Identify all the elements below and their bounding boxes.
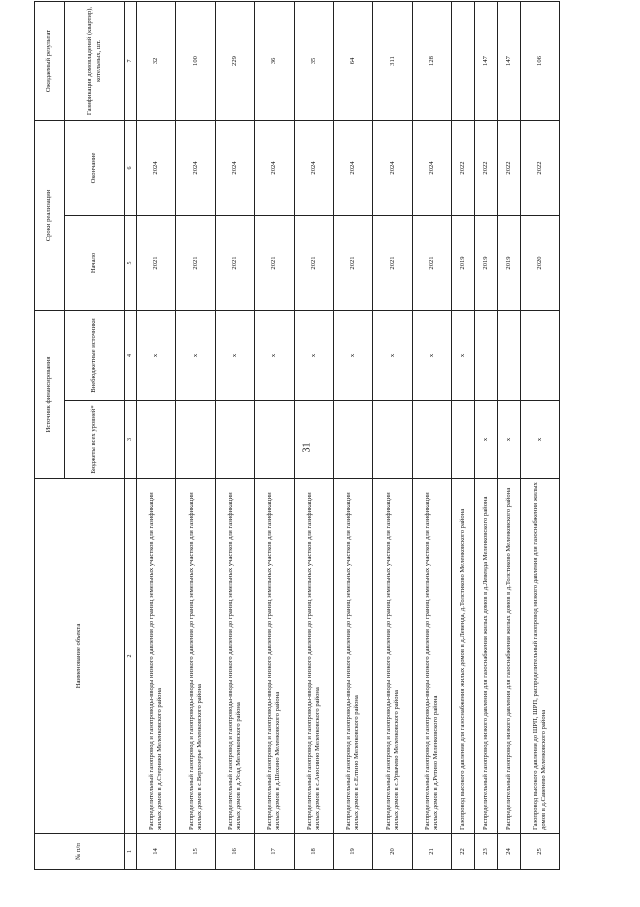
start-year: 2021 [373,216,412,311]
table-row [215,1,254,869]
budget-mark [215,401,254,479]
object-name: Газопровод высокого давления до ШРП, ШРП, распределительный газопровод низкого давления для газоснабжения жилых домов в д.Савенево Меленковского района [520,479,559,834]
table-row [294,1,333,869]
end-year: 2024 [137,120,176,215]
end-year: 2022 [497,120,520,215]
budget-mark [333,401,372,479]
table-row [497,1,520,869]
index-cell: 4 [125,311,137,401]
object-name: Распределительный газопровод низкого давления для газоснабжения жилых домов в д.Толстиково Меленковского района [497,479,520,834]
extra-mark: х [215,311,254,401]
row-number: 23 [474,834,497,870]
end-year: 2024 [373,120,412,215]
table-row [412,1,451,869]
result-count: 229 [215,1,254,120]
budget-mark [294,401,333,479]
gasification-table [34,1,560,870]
object-name: Распределительный газопровод и газопроводы-вводы низкого давления до границ земельных участков для газификации жилых домов в д.Стерники Меленковского района [137,479,176,834]
object-name: Распределительный газопровод и газопроводы-вводы низкого давления до границ земельных участков для газификации жилых домов в с.Елтино Меленковского района [333,479,372,834]
extra-mark [520,311,559,401]
extra-mark: х [137,311,176,401]
header-funding: Источник финансирования [35,311,65,479]
end-year: 2024 [412,120,451,215]
result-count: 32 [137,1,176,120]
result-count: 64 [333,1,372,120]
extra-mark: х [294,311,333,401]
result-count: 35 [294,1,333,120]
start-year: 2020 [520,216,559,311]
row-number: 16 [215,834,254,870]
budget-mark [412,401,451,479]
result-count: 311 [373,1,412,120]
budget-mark [373,401,412,479]
budget-mark: х [474,401,497,479]
header-name: Наименование объекта [35,479,125,834]
extra-mark: х [255,311,294,401]
object-name: Распределительный газопровод и газопроводы-вводы низкого давления до границ земельных участков для газификации жилых домов в с.Урвачево Меленковского района [373,479,412,834]
result-count [452,1,475,120]
budget-mark [452,401,475,479]
header-budget: Бюджеты всех уровней* [65,401,125,479]
table-row [255,1,294,869]
row-number: 19 [333,834,372,870]
row-number: 20 [373,834,412,870]
start-year: 2021 [333,216,372,311]
budget-mark: х [520,401,559,479]
index-cell: 7 [125,1,137,120]
extra-mark: х [412,311,451,401]
end-year: 2024 [294,120,333,215]
end-year: 2022 [452,120,475,215]
result-count: 147 [497,1,520,120]
start-year: 2019 [474,216,497,311]
start-year: 2021 [255,216,294,311]
header-result-sub: Газификация домовладений (квартир), котельных, шт. [65,1,125,120]
index-cell: 5 [125,216,137,311]
extra-mark: х [373,311,412,401]
end-year: 2024 [176,120,215,215]
header-start: Начало [65,216,125,311]
object-name: Распределительный газопровод и газопроводы-вводы низкого давления до границ земельных участков для газификации жилых домов в с.Верхозерье Меленковского района [176,479,215,834]
row-number: 25 [520,834,559,870]
result-count: 36 [255,1,294,120]
header-extra: Внебюджетные источники [65,311,125,401]
result-count: 100 [176,1,215,120]
result-count: 128 [412,1,451,120]
result-count: 147 [474,1,497,120]
result-count: 106 [520,1,559,120]
start-year: 2021 [176,216,215,311]
end-year: 2024 [333,120,372,215]
header-end: Окончание [65,120,125,215]
row-number: 21 [412,834,451,870]
extra-mark: х [333,311,372,401]
table-row [176,1,215,869]
row-number: 17 [255,834,294,870]
object-name: Распределительный газопровод и газопроводы-вводы низкого давления до границ земельных участков для газификации жилых домов в д.Ретино Меленковского района [412,479,451,834]
object-name: Распределительный газопровод и газопроводы-вводы низкого давления до границ земельных участков для газификации жилых домов в с.Аносиино Меленковского района [294,479,333,834]
budget-mark [255,401,294,479]
row-number: 24 [497,834,520,870]
end-year: 2024 [215,120,254,215]
table-row [474,1,497,869]
extra-mark: х [176,311,215,401]
end-year: 2024 [255,120,294,215]
header-result: Ожидаемый результат [35,1,65,120]
object-name: Газопровод высокого давления для газоснабжения жилых домов в д.Левенда, д.Толстиково Меленковского района [452,479,475,834]
extra-mark: х [452,311,475,401]
index-row [125,1,137,869]
start-year: 2021 [137,216,176,311]
row-number: 18 [294,834,333,870]
object-name: Распределительный газопровод и газопроводы-вводы низкого давления до границ земельных участков для газификации жилых домов в д.Усад Меленковского района [215,479,254,834]
start-year: 2021 [215,216,254,311]
table-row [452,1,475,869]
index-cell: 6 [125,120,137,215]
index-cell: 1 [125,834,137,870]
object-name: Распределительный газопровод низкого давления для газоснабжения жилых домов в д.Левенда Меленковского района [474,479,497,834]
row-number: 14 [137,834,176,870]
object-name: Распределительный газопровод и газопроводы-вводы низкого давления до границ земельных участков для газификации жилых домов в д.Шохино Меленковского района [255,479,294,834]
start-year: 2019 [497,216,520,311]
index-cell: 3 [125,401,137,479]
extra-mark [474,311,497,401]
budget-mark: х [497,401,520,479]
end-year: 2022 [474,120,497,215]
start-year: 2021 [412,216,451,311]
table-body [125,1,560,869]
start-year: 2019 [452,216,475,311]
table-row [520,1,559,869]
page-number: 31 [301,442,313,453]
header-terms: Сроки реализации [35,120,65,310]
extra-mark [497,311,520,401]
table-row [137,1,176,869]
row-number: 22 [452,834,475,870]
budget-mark [137,401,176,479]
table-row [333,1,372,869]
end-year: 2022 [520,120,559,215]
budget-mark [176,401,215,479]
table-row [373,1,412,869]
row-number: 15 [176,834,215,870]
header-num: № п/п [35,834,125,870]
rotated-table-container [34,2,560,870]
start-year: 2021 [294,216,333,311]
index-cell: 2 [125,479,137,834]
